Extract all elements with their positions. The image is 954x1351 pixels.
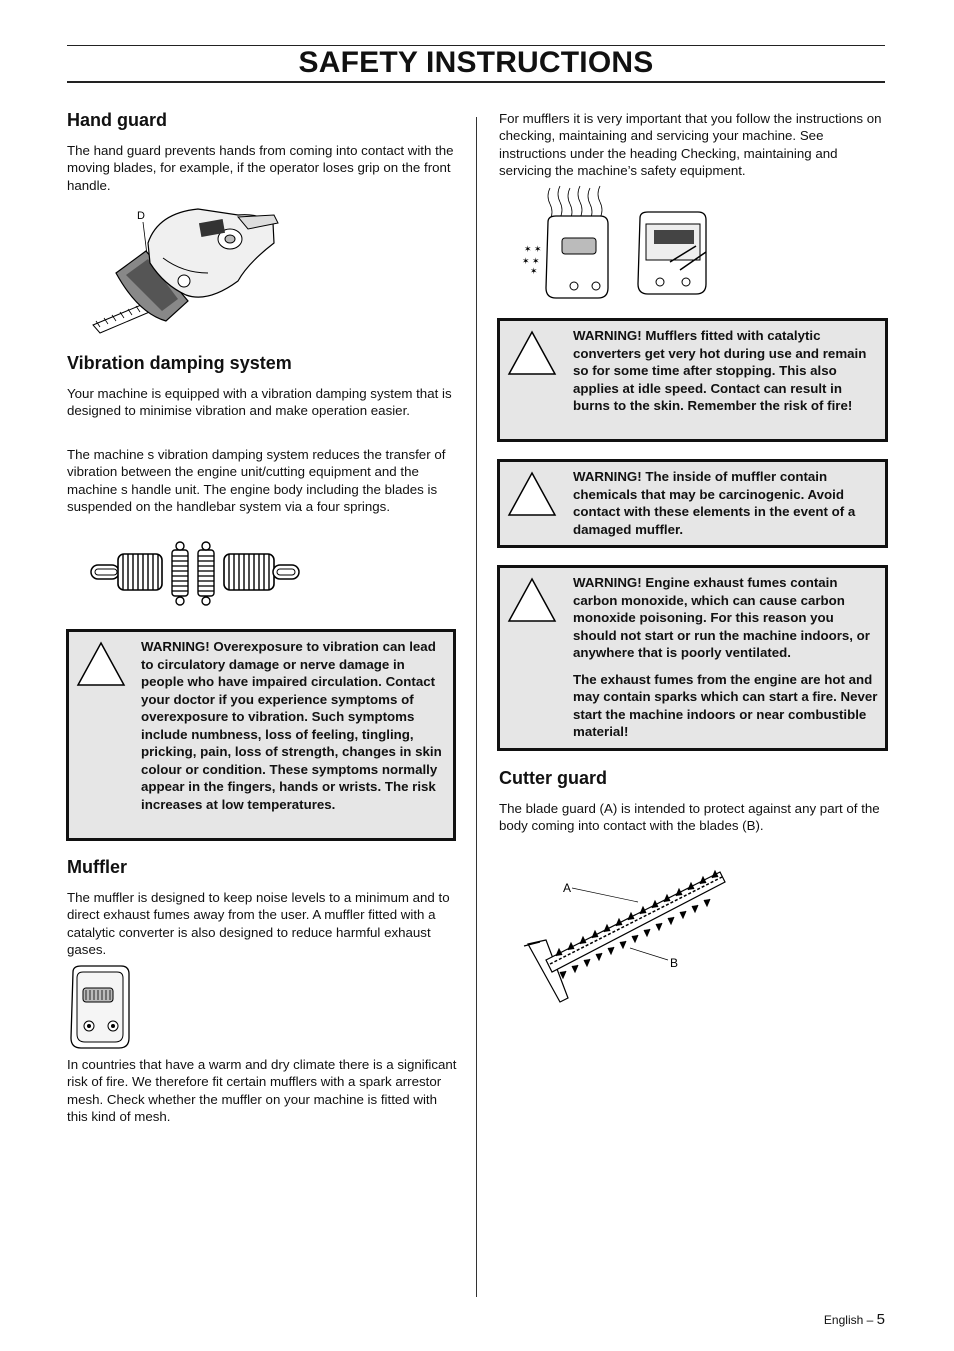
warning-chemicals-text: WARNING! The inside of muffler contain chemicals that may be carcinogenic. Avoid contact with these elements in the event of a damaged muffler.	[573, 469, 856, 537]
svg-text:✶: ✶	[530, 266, 538, 276]
hand-guard-label-d: D	[137, 210, 145, 222]
hand-guard-heading: Hand guard	[67, 110, 168, 130]
cutter-guard-illustration	[520, 860, 730, 1015]
cutter-guard-text: The blade guard (A) is intended to protect against any part of the body coming into contact with the blades (B).	[499, 801, 880, 834]
warning-exhaust-text-1: WARNING! Engine exhaust fumes contain carbon monoxide, which can cause carbon monoxide poisoning. For this reason you should not start or run the machine indoors, or anywhere that is poorly ventilated.	[573, 575, 870, 660]
warning-box-vibration	[66, 629, 456, 841]
cutter-guard-label-a: A	[563, 881, 572, 895]
warning-catalytic-text: WARNING! Mufflers fitted with catalytic converters get very hot during use and remain so for some time after stopping. This also applies at idle speed. Contact can result in burns to the skin. Remember the risk of fire!	[573, 328, 867, 413]
footer-language: English	[823, 1313, 864, 1327]
page-title: SAFETY INSTRUCTIONS	[298, 46, 654, 79]
hand-guard-text: The hand guard prevents hands from coming into contact with the moving blades, for example, if the operator loses grip on the front handle.	[67, 143, 454, 193]
cutter-guard-heading: Cutter guard	[499, 768, 607, 788]
vibration-text-2: The machine s vibration damping system reduces the transfer of vibration between the engine unit/cutting equipment and the machine s handle unit. The engine body including the blades is suspended on the handlebar system via a four springs.	[67, 447, 446, 515]
muffler-illustration	[67, 964, 133, 1057]
warning-triangle-icon	[506, 470, 558, 518]
warning-box-catalytic	[497, 318, 888, 442]
header-bottom-rule	[67, 81, 885, 83]
page-footer	[824, 1311, 885, 1328]
hand-guard-illustration	[88, 203, 288, 343]
muffler-heading: Muffler	[67, 857, 127, 877]
vibration-heading: Vibration damping system	[67, 353, 292, 373]
warning-exhaust-text-2: The exhaust fumes from the engine are hot and may contain sparks which can start a fire. Never start the machine indoors or near combustible material!	[573, 671, 878, 739]
cutter-guard-label-b: B	[670, 956, 679, 970]
footer-separator: –	[866, 1313, 874, 1327]
svg-text:✶ ✶: ✶ ✶	[522, 256, 540, 266]
warning-box-exhaust	[497, 565, 888, 751]
warning-vibration-text: WARNING! Overexposure to vibration can lead to circulatory damage or nerve damage in people who have impaired circulation. Contact your doctor if you experience symptoms of overexposure to vibration. Such symptoms include numbness, loss of feeling, tingling, pricking, pain, loss of strength, changes in skin colour or condition. These symptoms normally appear in the fingers, hands or wrists. The risk increases at low temperatures.	[141, 639, 442, 812]
warning-triangle-icon	[75, 640, 127, 688]
vibration-text-1: Your machine is equipped with a vibration damping system that is designed to minimise vibration and make operation easier.	[67, 386, 452, 419]
hot-muffler-illustration	[520, 184, 720, 305]
muffler-text-1: The muffler is designed to keep noise levels to a minimum and to direct exhaust fumes away from the user. A muffler fitted with a catalytic converter is also designed to reduce harmful exhaust gases.	[67, 890, 450, 958]
warning-triangle-icon	[506, 576, 558, 624]
page-number: 5	[876, 1311, 885, 1328]
muffler-intro-text: For mufflers it is very important that you follow the instructions on checking, maintaining and servicing your machine. See instructions under the heading Checking, maintaining and servicing the machine’s safety equipment.	[499, 111, 882, 179]
svg-text:✶ ✶: ✶ ✶	[524, 244, 542, 254]
springs-illustration	[88, 540, 303, 613]
column-divider	[476, 117, 477, 1297]
warning-triangle-icon	[506, 329, 558, 377]
muffler-text-2: In countries that have a warm and dry climate there is a significant risk of fire. We therefore fit certain mufflers with a spark arrestor mesh. Check whether the muffler on your machine is fitted with this kind of mesh.	[67, 1057, 457, 1125]
warning-box-chemicals	[497, 459, 888, 548]
